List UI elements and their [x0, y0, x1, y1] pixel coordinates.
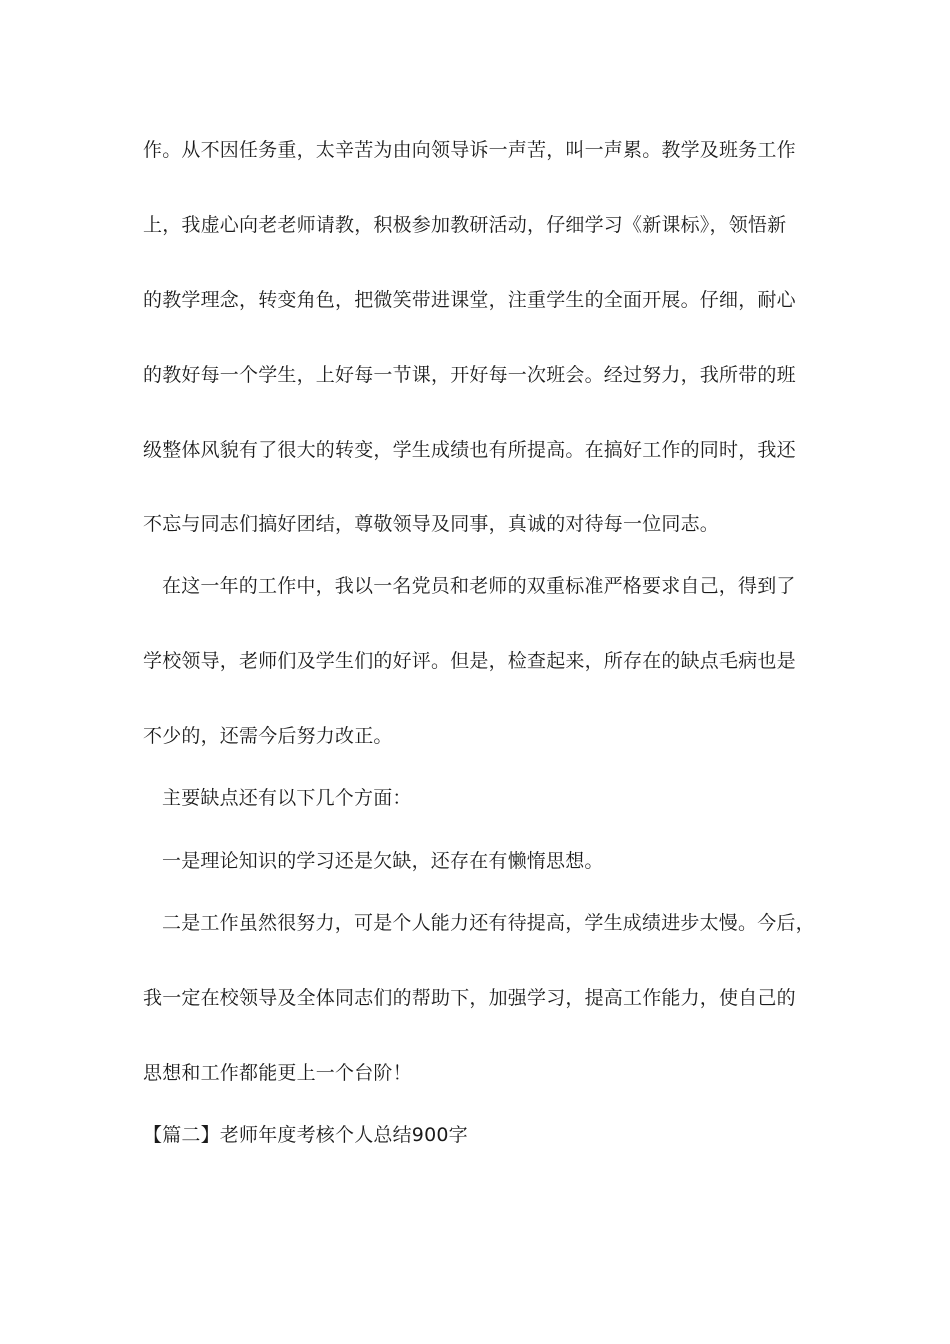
paragraph-1-line-3: 的教学理念，转变角色，把微笑带进课堂，注重学生的全面开展。仔细，耐心 [143, 289, 796, 311]
paragraph-1-line-2: 上，我虚心向老老师请教，积极参加教研活动，仔细学习《新课标》，领悟新 [143, 214, 787, 236]
paragraph-3-line-1: 主要缺点还有以下几个方面： [162, 787, 412, 809]
paragraph-1-line-4: 的教好每一个学生，上好每一节课，开好每一次班会。经过努力，我所带的班 [143, 364, 796, 386]
paragraph-2-line-2: 学校领导，老师们及学生们的好评。但是，检查起来，所存在的缺点毛病也是 [143, 650, 796, 672]
paragraph-1-line-1: 作。从不因任务重，太辛苦为由向领导诉一声苦，叫一声累。教学及班务工作 [143, 139, 796, 161]
paragraph-5-line-3: 思想和工作都能更上一个台阶！ [143, 1062, 412, 1084]
section-heading: 【篇二】老师年度考核个人总结900字 [143, 1124, 468, 1146]
paragraph-1-line-5: 级整体风貌有了很大的转变，学生成绩也有所提高。在搞好工作的同时，我还 [143, 439, 796, 461]
paragraph-1-line-6: 不忘与同志们搞好团结，尊敬领导及同事，真诚的对待每一位同志。 [143, 513, 720, 535]
paragraph-5-line-1: 二是工作虽然很努力，可是个人能力还有待提高，学生成绩进步太慢。今后， [162, 912, 815, 934]
paragraph-2-line-1: 在这一年的工作中，我以一名党员和老师的双重标准严格要求自己，得到了 [162, 575, 796, 597]
paragraph-4-line-1: 一是理论知识的学习还是欠缺，还存在有懒惰思想。 [162, 850, 604, 872]
paragraph-5-line-2: 我一定在校领导及全体同志们的帮助下，加强学习，提高工作能力，使自己的 [143, 987, 796, 1009]
paragraph-2-line-3: 不少的，还需今后努力改正。 [143, 725, 393, 747]
